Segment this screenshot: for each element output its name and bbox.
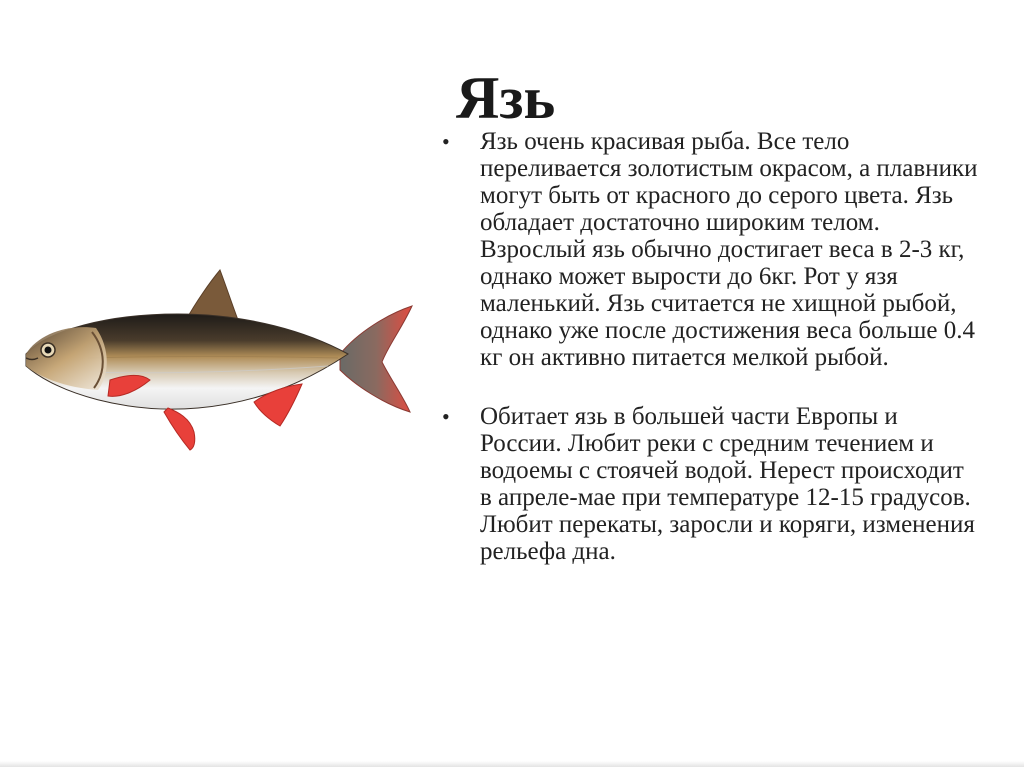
- bullet-list: [440, 128, 980, 565]
- bullet-text: Язь очень красивая рыба. Все тело переливается золотистым окрасом, а плавники могут быть от красного до серого цвета. Язь обладает достаточно широким телом. Взрослый язь обычно достигает веса в 2-3 кг, однако может вырости до 6кг. Рот у язя маленький. Язь считается не хищной рыбой, однако уже после достижения веса больше 0.4 кг он активно питается мелкой рыбой.: [480, 128, 978, 371]
- bullet-item: [440, 128, 980, 371]
- slide-title: Язь: [456, 65, 556, 131]
- bullet-item: [440, 403, 980, 565]
- bullet-marker: •: [442, 129, 450, 154]
- bullet-marker: •: [442, 404, 450, 429]
- ide-fish-icon: [18, 262, 418, 462]
- bullet-text: Обитает язь в большей части Европы и России. Любит реки с средним течением и водоемы с стоячей водой. Нерест происходит в апреле-мае при температуре 12-15 градусов. Любит перекаты, заросли и коряги, изменения рельефа дна.: [480, 403, 975, 565]
